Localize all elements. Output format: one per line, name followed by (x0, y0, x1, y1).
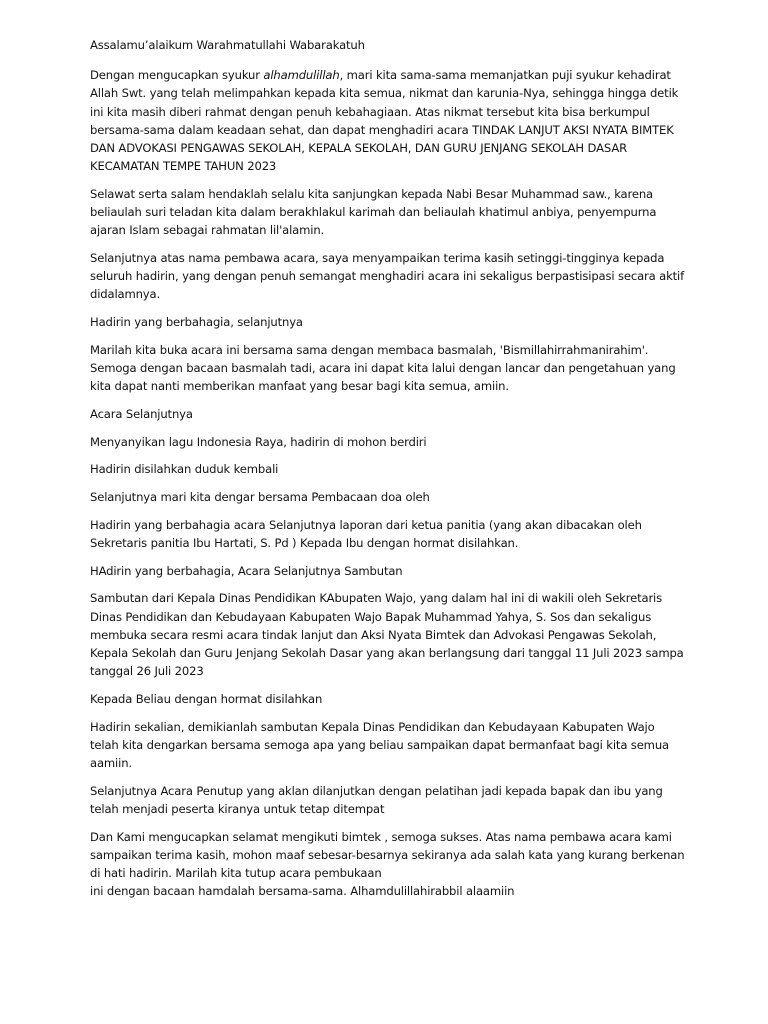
opening-italic: alhamdulillah (263, 68, 340, 83)
sambutan-heading (90, 562, 690, 580)
document-page (90, 36, 690, 910)
sambutan-paragraph (90, 589, 690, 680)
duduk-paragraph (90, 460, 690, 478)
text-line: Dinas Pendidikan dan Kebudayaan Kabupaten Wajo Bapak Muhammad Yahya, S. Sos dan sekaligus (90, 609, 652, 624)
text-line: ini dengan bacaan hamdalah bersama-sama. Alhamdulillahirabbil alaamiin (90, 884, 515, 899)
text-line: Acara Selanjutnya (90, 406, 193, 421)
text-line: seluruh hadirin, yang dengan penuh semangat menghadiri acara ini sekaligus berpastisipasi secara aktif (90, 269, 685, 284)
thanks-paragraph (90, 249, 690, 304)
text-line: ajaran Islam sebagai rahmatan lil'alamin. (90, 223, 325, 238)
text-line: tanggal 26 Juli 2023 (90, 664, 204, 679)
text-line: Sambutan dari Kepala Dinas Pendidikan KAbupaten Wajo, yang dalam hal ini di wakili oleh Sekretaris (90, 591, 663, 606)
text-line: Selanjutnya mari kita dengar bersama Pembacaan doa oleh (90, 490, 430, 505)
demikian-paragraph (90, 718, 690, 773)
greeting-line: Assalamu’alaikum Warahmatullahi Wabarakatuh (90, 38, 365, 52)
text-line: Dan Kami mengucapkan selamat mengikuti bimtek , semoga sukses. Atas nama pembawa acara kami (90, 829, 672, 844)
text-line: sampaikan terima kasih, mohon maaf sebesar-besarnya sekiranya ada salah kata yang kurang berkenan (90, 847, 685, 862)
text-line: Selawat serta salam hendaklah selalu kita sanjungkan kepada Nabi Besar Muhammad saw., karena (90, 186, 654, 201)
acara-selanjutnya (90, 405, 690, 423)
opening-line-5: DAN ADVOKASI PENGAWAS SEKOLAH, KEPALA SEKOLAH, DAN GURU JENJANG SEKOLAH DASAR (90, 141, 628, 156)
laporan-paragraph (90, 516, 690, 552)
text-line: HAdirin yang berbahagia, Acara Selanjutnya Sambutan (90, 563, 403, 578)
opening-line-1 (90, 66, 690, 84)
text-line: beliaulah suri teladan kita dalam berakhlakul karimah dan beliaulah khatimul anbiya, penyempurna (90, 205, 657, 220)
penutup-paragraph (90, 782, 690, 818)
text-line: Semoga dengan bacaan basmalah tadi, acara ini dapat kita lalui dengan lancar dan pengetahuan yang (90, 361, 676, 376)
basmalah-paragraph (90, 341, 690, 396)
text-line: Selanjutnya atas nama pembawa acara, saya menyampaikan terima kasih setinggi-tingginya kepada (90, 251, 665, 266)
opening-line-6: KECAMATAN TEMPE TAHUN 2023 (90, 159, 277, 174)
text-line: kita dapat nanti memberikan manfaat yang besar bagi kita semua, amiin. (90, 379, 509, 394)
text-line: Kepala Sekolah dan Guru Jenjang Sekolah Dasar yang akan berlangsung dari tanggal 11 Juli 2023 sampa (90, 645, 684, 660)
text-line: Selanjutnya Acara Penutup yang aklan dilanjutkan dengan pelatihan jadi kepada bapak dan ibu yang (90, 783, 663, 798)
text-line: Hadirin sekalian, demikianlah sambutan Kepala Dinas Pendidikan dan Kebudayaan Kabupaten Wajo (90, 719, 655, 734)
text-line: Marilah kita buka acara ini bersama sama dengan membaca basmalah, 'Bismillahirrahmanirahim'. (90, 342, 649, 357)
text-line: telah kita dengarkan bersama semoga apa yang beliau sampaikan dapat bermanfaat bagi kita semua (90, 737, 669, 752)
hadirin-paragraph (90, 313, 690, 331)
text-line: Hadirin disilahkan duduk kembali (90, 462, 279, 477)
greeting (90, 36, 690, 54)
opening-paragraph (90, 66, 690, 175)
opening-line-2: Allah Swt. yang telah melimpahkan kepada kita semua, nikmat dan karunia-Nya, sehingga hingga detik (90, 86, 679, 101)
closing-paragraph (90, 828, 690, 901)
doa-paragraph (90, 488, 690, 506)
text-line: telah menjadi peserta kiranya untuk tetap ditempat (90, 801, 385, 816)
selawat-paragraph (90, 185, 690, 240)
opening-line-4: bersama-sama dalam keadaan sehat, dan dapat menghadiri acara TINDAK LANJUT AKSI NYATA BIMTEK (90, 122, 674, 137)
opening-rest: , mari kita sama-sama memanjatkan puji syukur kehadirat (339, 68, 671, 83)
text-line: di hati hadirin. Marilah kita tutup acara pembukaan (90, 866, 382, 881)
beliau-paragraph (90, 690, 690, 708)
text-line: Sekretaris panitia Ibu Hartati, S. Pd ) Kepada Ibu dengan hormat disilahkan. (90, 535, 519, 550)
text-line: Kepada Beliau dengan hormat disilahkan (90, 691, 323, 706)
text-line: Hadirin yang berbahagia acara Selanjutnya laporan dari ketua panitia (yang akan dibacakan oleh (90, 517, 642, 532)
opening-lead: Dengan mengucapkan syukur (90, 68, 264, 83)
text-line: Menyanyikan lagu Indonesia Raya, hadirin di mohon berdiri (90, 434, 427, 449)
indonesia-raya-paragraph (90, 433, 690, 451)
text-line: membuka secara resmi acara tindak lanjut dan Aksi Nyata Bimtek dan Advokasi Pengawas Sekolah, (90, 627, 657, 642)
text-line: aamiin. (90, 756, 132, 770)
text-line: didalamnya. (90, 287, 161, 302)
opening-line-3: ini kita masih diberi rahmat dengan penuh kebahagiaan. Atas nikmat tersebut kita bisa berkumpul (90, 104, 650, 119)
text-line: Hadirin yang berbahagia, selanjutnya (90, 315, 303, 330)
